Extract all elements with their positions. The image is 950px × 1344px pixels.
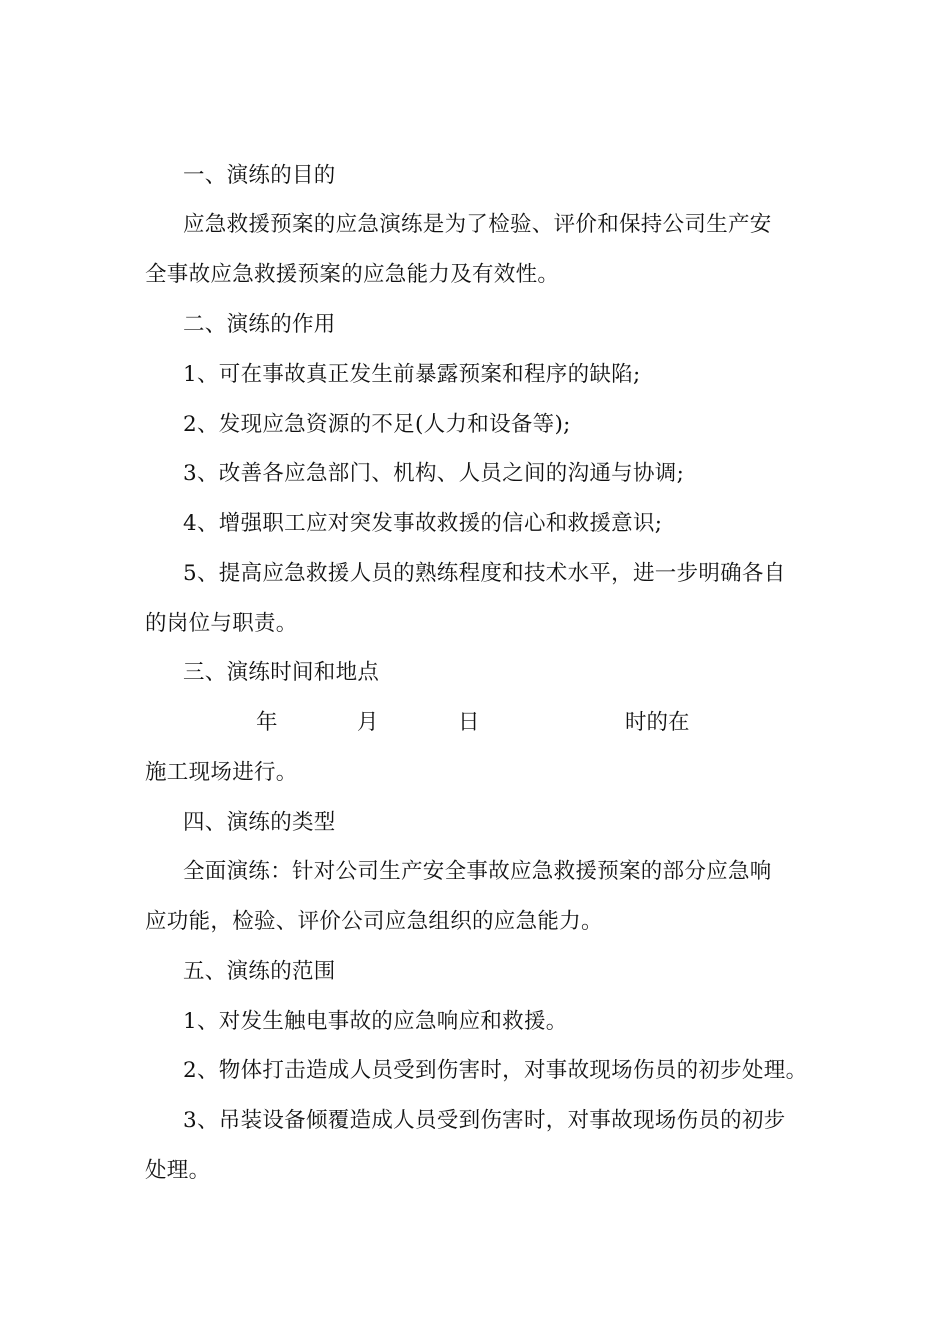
- section-5-item-3-line-1: 3、吊装设备倾覆造成人员受到伤害时，对事故现场伤员的初步: [183, 1108, 786, 1133]
- date-time-label: 时的在: [625, 710, 690, 735]
- section-5-heading: 五、演练的范围: [183, 959, 336, 984]
- section-2-heading: 二、演练的作用: [183, 312, 336, 337]
- date-month-label: 月: [357, 710, 379, 735]
- date-year-label: 年: [256, 710, 278, 735]
- section-1-paragraph-line-1: 应急救援预案的应急演练是为了检验、评价和保持公司生产安: [183, 212, 772, 237]
- section-2-item-5-line-1: 5、提高应急救援人员的熟练程度和技术水平，进一步明确各自: [183, 561, 786, 586]
- section-4-paragraph-line-2: 应功能，检验、评价公司应急组织的应急能力。: [145, 909, 603, 934]
- section-2-item-5-line-2: 的岗位与职责。: [145, 611, 298, 636]
- date-day-label: 日: [458, 710, 480, 735]
- section-2-item-1: 1、可在事故真正发生前暴露预案和程序的缺陷;: [183, 362, 641, 387]
- section-4-paragraph-line-1: 全面演练：针对公司生产安全事故应急救援预案的部分应急响: [183, 859, 772, 884]
- section-4-heading: 四、演练的类型: [183, 810, 336, 835]
- section-2-item-2: 2、发现应急资源的不足(人力和设备等);: [183, 412, 571, 437]
- section-5-item-2: 2、物体打击造成人员受到伤害时，对事故现场伤员的初步处理。: [183, 1058, 808, 1083]
- section-1-heading: 一、演练的目的: [183, 163, 336, 188]
- section-1-paragraph-line-2: 全事故应急救援预案的应急能力及有效性。: [145, 262, 560, 287]
- section-3-heading: 三、演练时间和地点: [183, 660, 380, 685]
- section-5-item-1: 1、对发生触电事故的应急响应和救援。: [183, 1009, 568, 1034]
- section-5-item-3-line-2: 处理。: [145, 1158, 211, 1183]
- section-2-item-3: 3、改善各应急部门、机构、人员之间的沟通与协调;: [183, 461, 685, 486]
- section-3-place: 施工现场进行。: [145, 760, 298, 785]
- section-2-item-4: 4、增强职工应对突发事故救援的信心和救援意识;: [183, 511, 663, 536]
